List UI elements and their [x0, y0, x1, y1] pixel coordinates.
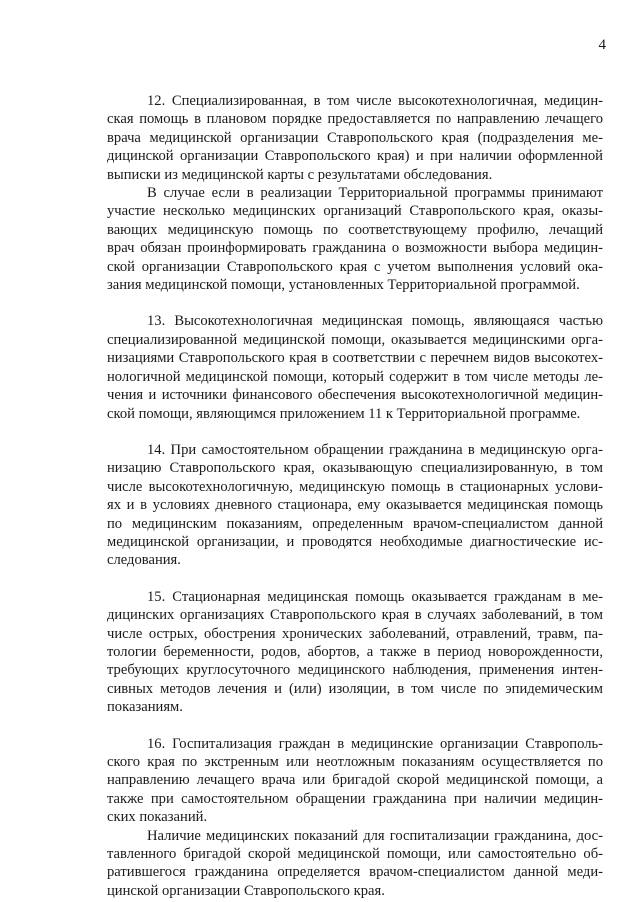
- paragraph-12: [107, 92, 603, 184]
- paragraph-16: [107, 735, 603, 827]
- text-line: числе острых, обострения хронических заболеваний, отравлений, травм, па-: [107, 625, 603, 642]
- text-line: дицинской организации Ставропольского края) и при наличии оформленной: [107, 148, 603, 165]
- text-line: сивных методов лечения и (или) изоляции, в том числе по эпидемическим: [107, 680, 603, 697]
- text-line: ратившегося гражданина определяется врачом-специалистом данной меди-: [107, 864, 603, 881]
- text-line: В случае если в реализации Территориальной программы принимают: [147, 185, 603, 202]
- text-line: врач обязан проинформировать гражданина о возможности выбора медицин-: [107, 240, 603, 257]
- text-line: числе высокотехнологичную, медицинскую помощь в стационарных услови-: [107, 478, 603, 495]
- paragraph-13: [107, 312, 603, 422]
- text-line: ской организации Ставропольского края с учетом выполнения условий ока-: [107, 258, 603, 275]
- paragraph-15: [107, 588, 603, 717]
- text-line: направлению лечащего врача или бригадой скорой медицинской помощи, а: [107, 772, 603, 789]
- paragraph-12-continued: [107, 184, 603, 294]
- document-body: [107, 92, 603, 900]
- paragraph-gap: [107, 423, 603, 441]
- page-number: 4: [598, 37, 606, 53]
- text-line: Наличие медицинских показаний для госпитализации гражданина, дос-: [147, 827, 603, 844]
- text-line: врача медицинской организации Ставропольского края (подразделения ме-: [107, 129, 603, 146]
- text-line: 13. Высокотехнологичная медицинская помощь, являющаяся частью: [147, 313, 603, 330]
- text-line: ях и в условиях дневного стационара, ему оказывается медицинская помощь: [107, 497, 603, 514]
- text-line: 12. Специализированная, в том числе высокотехнологичная, медицин-: [147, 93, 603, 109]
- text-line: ская помощь в плановом порядке предоставляется по направлению лечащего: [107, 111, 603, 128]
- text-line: дицинских организациях Ставропольского края в случаях заболеваний, в том: [107, 607, 603, 624]
- text-line: специализированной медицинской помощи, оказывается медицинскими орга-: [107, 331, 603, 348]
- paragraph-gap: [107, 570, 603, 588]
- text-line: тологии беременности, родов, абортов, а также в период новорожденности,: [107, 643, 603, 660]
- text-line: по медицинским показаниям, определенным врачом-специалистом данной: [107, 515, 603, 532]
- text-line: 16. Госпитализация граждан в медицинские организации Ставрополь-: [147, 735, 603, 752]
- text-line: низациями Ставропольского края в соответствии с перечнем видов высокотех-: [107, 350, 603, 367]
- text-line: медицинской организации, и проводятся необходимые диагностические ис-: [107, 533, 603, 550]
- text-line: ской помощи, являющимся приложением 11 к Территориальной программе.: [107, 405, 581, 422]
- text-line: следования.: [107, 552, 181, 569]
- text-line: вающих медицинскую помощь по соответствующему профилю, лечащий: [107, 221, 603, 238]
- text-line: участие несколько медицинских организаций Ставропольского края, оказы-: [107, 203, 603, 220]
- text-line: требующих круглосуточного медицинского наблюдения, применения интен-: [107, 662, 603, 679]
- paragraph-gap: [107, 717, 603, 735]
- text-line: ских показаний.: [107, 809, 208, 826]
- text-line: цинской организации Ставропольского края.: [107, 882, 385, 899]
- text-line: также при самостоятельном обращении гражданина при наличии медицин-: [107, 790, 603, 807]
- text-line: показаниям.: [107, 699, 183, 716]
- paragraph-16-continued: [107, 827, 603, 901]
- text-line: 14. При самостоятельном обращении гражданина в медицинскую орга-: [147, 441, 603, 458]
- text-line: нологичной медицинской помощи, который содержит в том числе методы ле-: [107, 368, 603, 385]
- text-line: низацию Ставропольского края, оказывающую специализированную, в том: [107, 460, 603, 477]
- text-line: тавленного бригадой скорой медицинской помощи, или самостоятельно об-: [107, 846, 603, 863]
- text-line: 15. Стационарная медицинская помощь оказывается гражданам в ме-: [147, 588, 603, 605]
- paragraph-14: [107, 441, 603, 570]
- text-line: выписки из медицинской карты с результатами обследования.: [107, 166, 493, 183]
- paragraph-gap: [107, 294, 603, 312]
- text-line: ского края по экстренным или неотложным показаниям осуществляется по: [107, 754, 603, 770]
- text-line: зания медицинской помощи, установленных Территориальной программой.: [107, 277, 580, 294]
- text-line: чения и источники финансового обеспечения высокотехнологичной медицин-: [107, 387, 603, 404]
